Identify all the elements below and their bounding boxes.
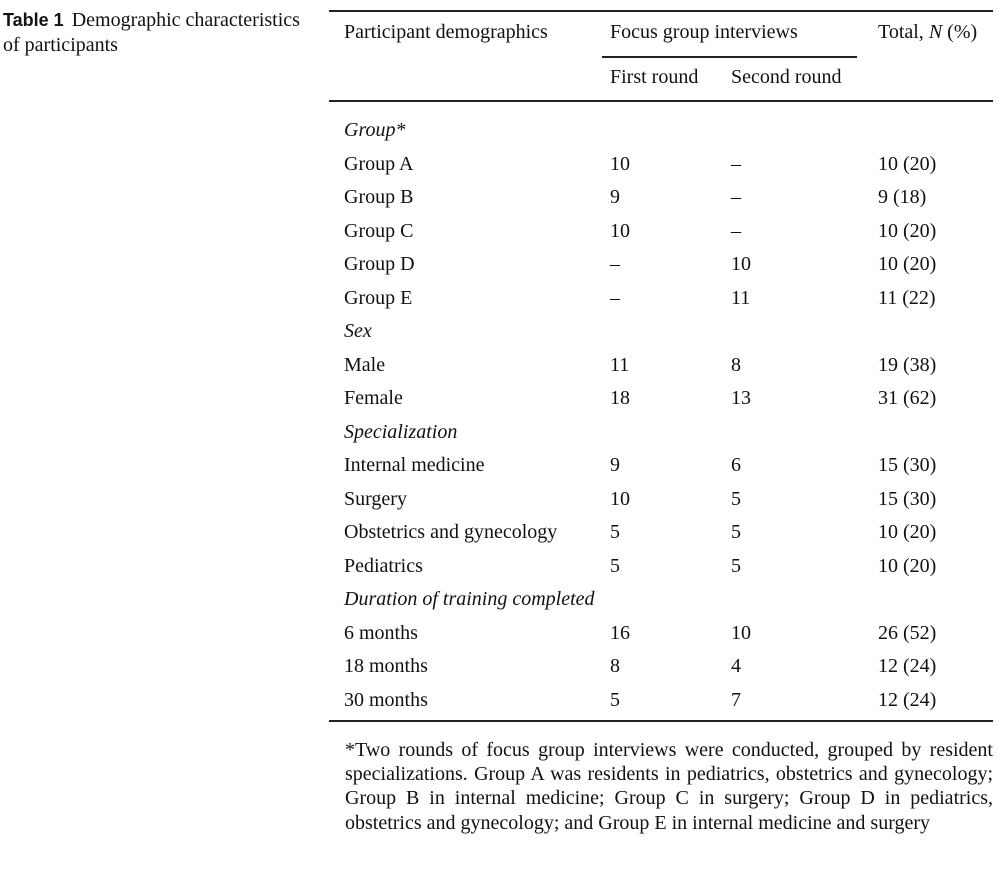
second-round-value: 10 — [731, 621, 751, 644]
section-heading: Specialization — [344, 420, 458, 443]
table-caption-title: Demographic characteristics of participants — [3, 9, 300, 56]
second-round-value: – — [731, 219, 741, 242]
second-round-value: 5 — [731, 487, 741, 510]
total-value: 15 (30) — [878, 487, 937, 510]
header-total — [878, 20, 977, 44]
row-label: 30 months — [344, 688, 428, 711]
header-total-n: N — [928, 21, 943, 43]
total-value: 10 (20) — [878, 554, 937, 577]
second-round-value: 13 — [731, 387, 751, 409]
row-label: Group E — [344, 286, 413, 309]
header-total-suffix: (%) — [942, 21, 978, 43]
header-total-prefix: Total, — [878, 21, 929, 43]
first-round-value: 8 — [610, 655, 620, 677]
total-value: 31 (62) — [878, 387, 937, 409]
first-round-value: 11 — [610, 353, 630, 376]
table-header-rule — [329, 100, 993, 102]
total-value: 15 (30) — [878, 454, 937, 476]
header-second-round: Second round — [731, 66, 842, 88]
first-round-value: 5 — [610, 521, 620, 543]
first-round-value: 10 — [610, 487, 630, 510]
section-heading: Duration of training completed — [344, 588, 595, 610]
total-value: 11 (22) — [878, 286, 936, 309]
row-label: 18 months — [344, 655, 428, 677]
second-round-value: 4 — [731, 655, 741, 677]
first-round-value: 9 — [610, 186, 620, 208]
second-round-value: – — [731, 152, 741, 175]
row-label: Group D — [344, 253, 415, 275]
row-label: Internal medicine — [344, 454, 485, 476]
first-round-value: – — [610, 253, 620, 275]
second-round-value: 5 — [731, 521, 741, 543]
total-value: 10 (20) — [878, 219, 937, 242]
total-value: 26 (52) — [878, 621, 937, 644]
total-value: 10 (20) — [878, 521, 937, 543]
row-label: Group B — [344, 186, 414, 208]
first-round-value: – — [610, 286, 620, 309]
total-value: 19 (38) — [878, 353, 937, 376]
row-label: Female — [344, 387, 403, 409]
total-value: 9 (18) — [878, 186, 927, 208]
second-round-value: 8 — [731, 353, 741, 376]
table-footnote: *Two rounds of focus group interviews were conducted, grouped by resident specializations. Group A was residents in pediatrics, obstetrics and gynecology; Group B in internal medicine; Group C in surgery; Group D in pediatrics, obstetrics and gynecology; and Group E in internal medicine and surgery — [345, 739, 993, 834]
first-round-value: 5 — [610, 554, 620, 577]
first-round-value: 18 — [610, 387, 630, 409]
header-first-round: First round — [610, 66, 699, 88]
first-round-value: 9 — [610, 454, 620, 476]
row-label: Pediatrics — [344, 554, 423, 577]
table-top-rule — [329, 10, 993, 12]
row-label: Surgery — [344, 487, 407, 510]
row-label: Group A — [344, 152, 414, 175]
section-heading: Group* — [344, 119, 406, 141]
header-participant-demographics: Participant demographics — [344, 21, 548, 43]
second-round-value: – — [731, 186, 741, 208]
total-value: 12 (24) — [878, 655, 937, 677]
row-label: Male — [344, 353, 386, 376]
section-heading: Sex — [344, 320, 372, 342]
first-round-value: 16 — [610, 621, 630, 644]
row-label: Group C — [344, 219, 414, 242]
second-round-value: 11 — [731, 286, 751, 309]
row-label: 6 months — [344, 621, 418, 644]
table-caption — [3, 8, 303, 58]
focus-group-span-rule — [602, 56, 857, 58]
total-value: 10 (20) — [878, 152, 937, 175]
total-value: 10 (20) — [878, 253, 937, 275]
first-round-value: 5 — [610, 688, 620, 711]
second-round-value: 5 — [731, 554, 741, 577]
total-value: 12 (24) — [878, 688, 937, 711]
header-focus-group-interviews: Focus group interviews — [610, 21, 798, 43]
table-bottom-rule — [329, 720, 993, 722]
second-round-value: 10 — [731, 253, 751, 275]
second-round-value: 7 — [731, 688, 741, 711]
second-round-value: 6 — [731, 454, 741, 476]
first-round-value: 10 — [610, 152, 630, 175]
table-caption-label: Table 1 — [3, 10, 64, 30]
row-label: Obstetrics and gynecology — [344, 521, 558, 543]
first-round-value: 10 — [610, 219, 630, 242]
